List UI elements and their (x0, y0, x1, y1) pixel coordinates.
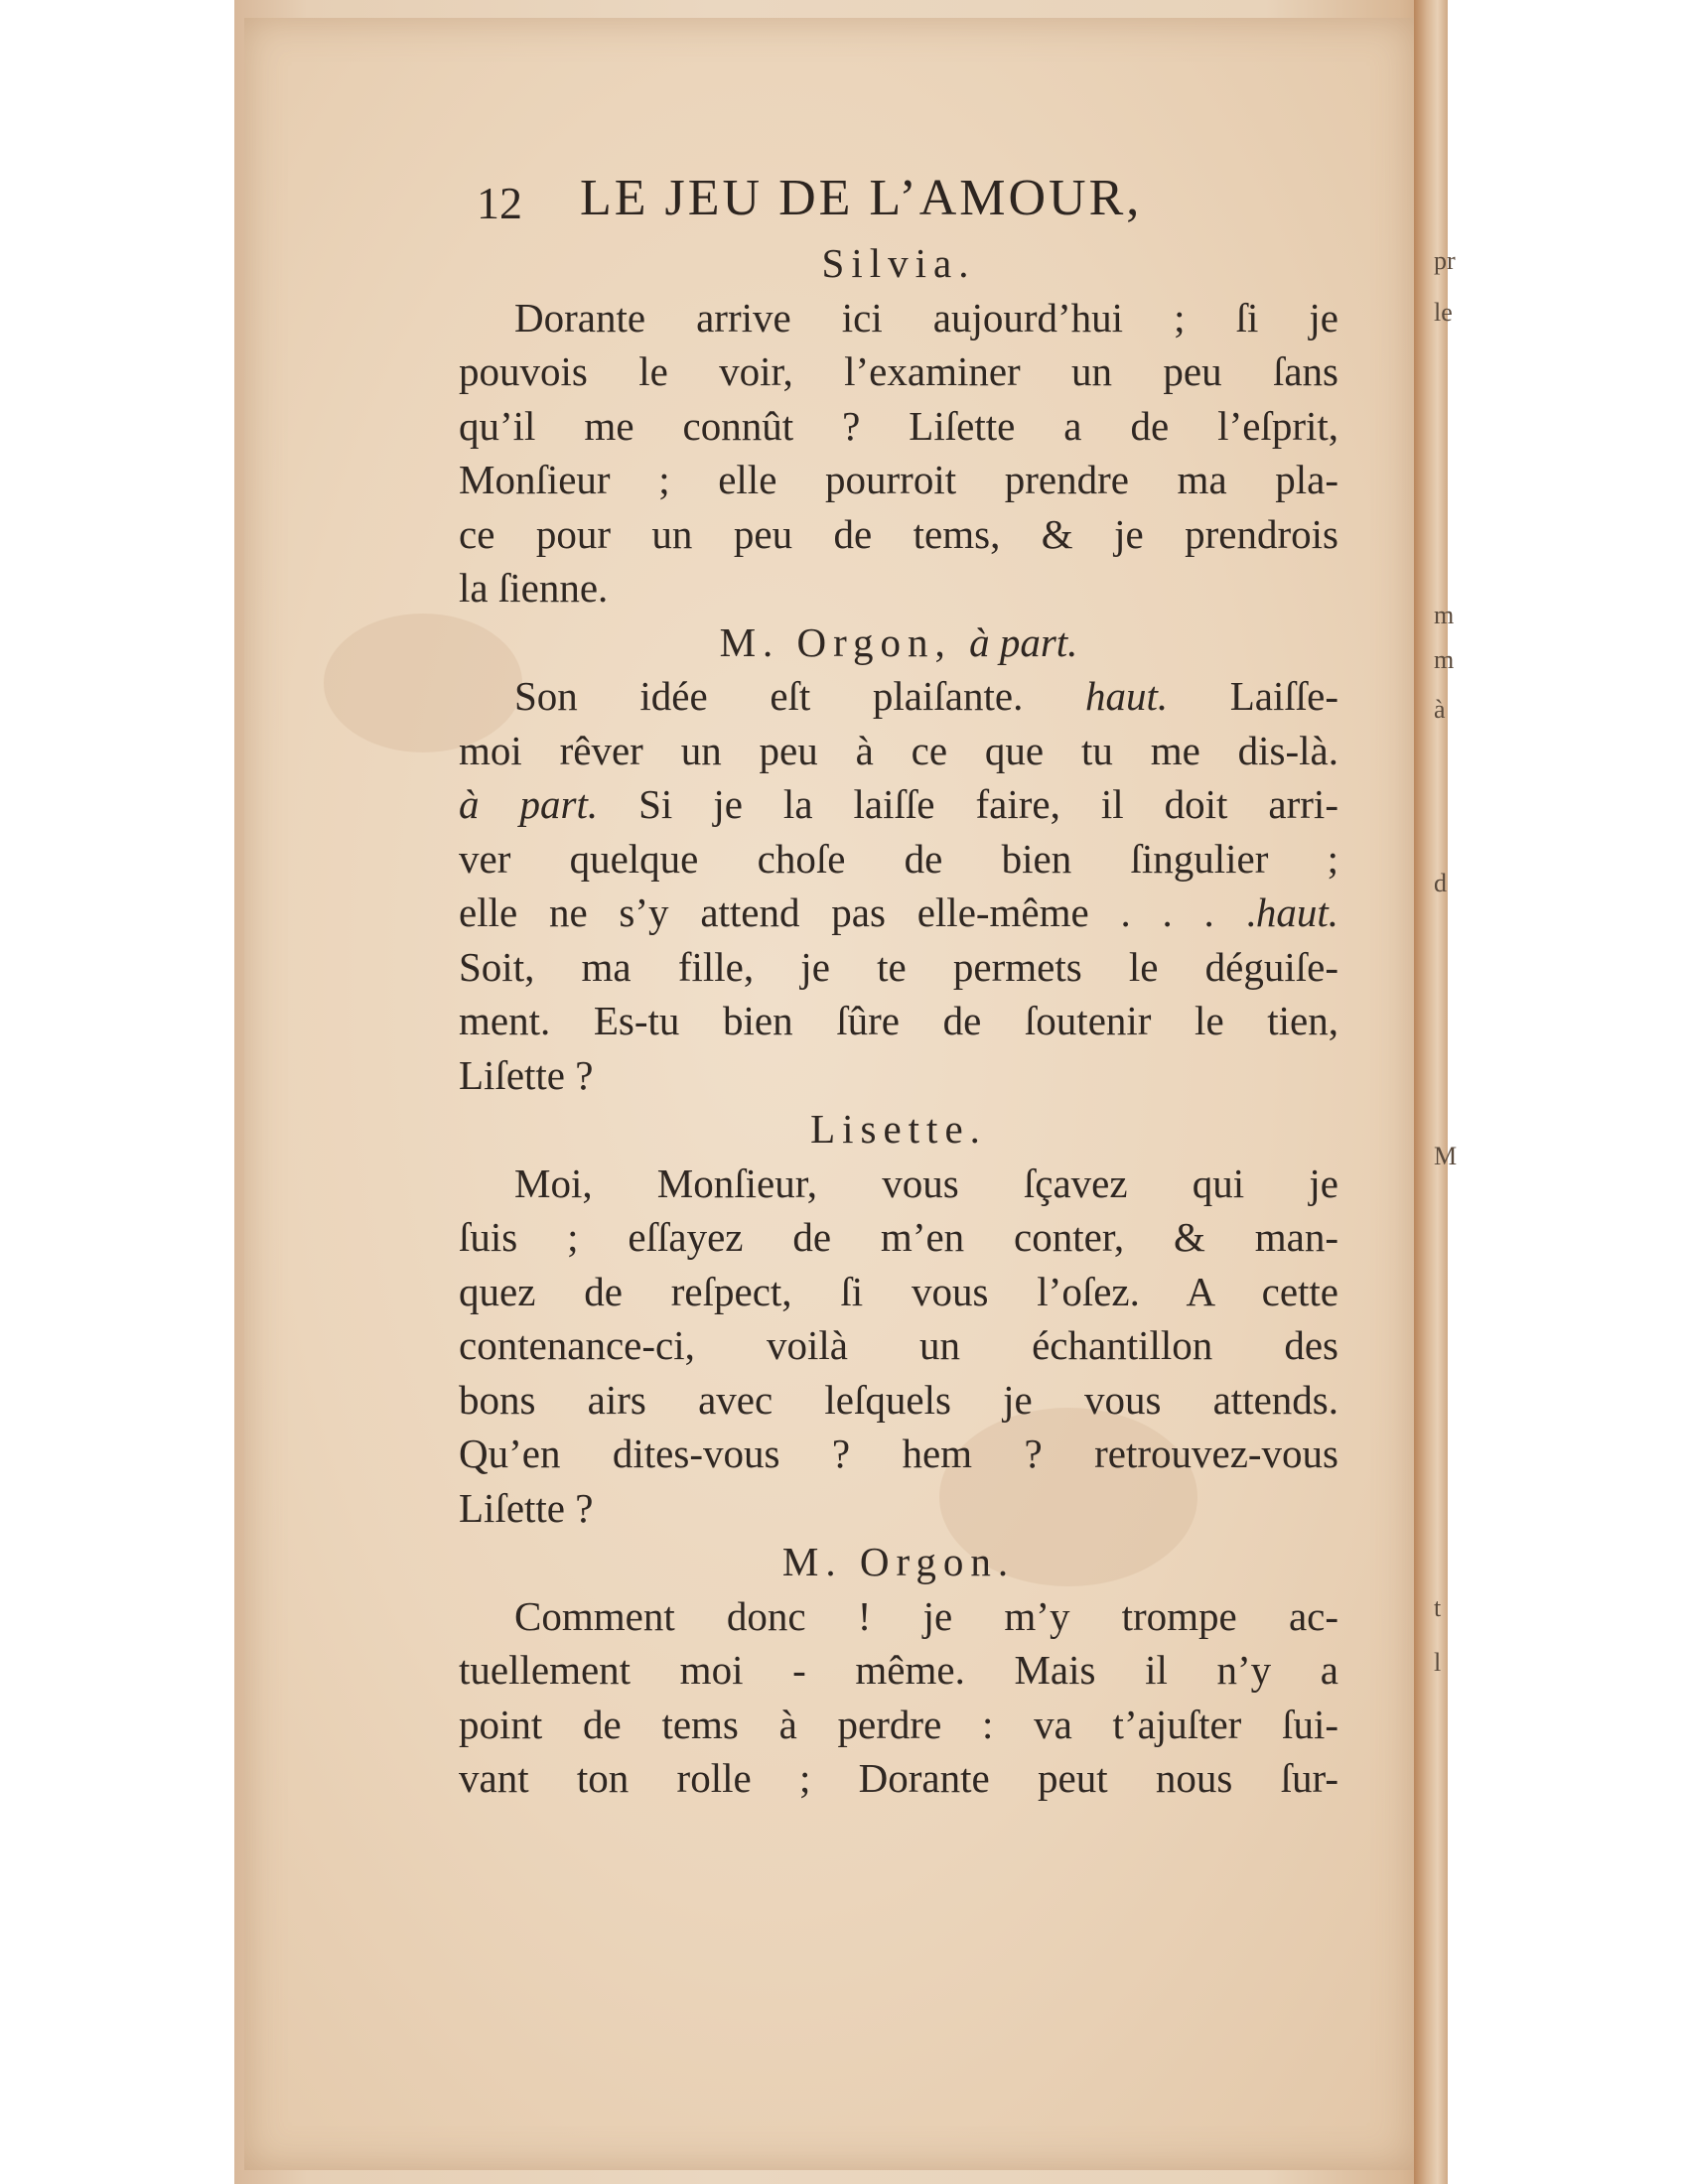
text-line: contenance-ci, voilà un échantillon des (459, 1322, 1338, 1368)
line-segment: Son idée eſt plaiſante. (514, 673, 1085, 719)
line-segment: Si je la laiſſe faire, il doit arri- (598, 781, 1338, 827)
facing-page-fragment: d (1434, 869, 1447, 897)
text-line: Liſette ? (459, 1051, 594, 1098)
text-line: Qu’en dites-vous ? hem ? retrouvez-vous (459, 1431, 1338, 1476)
speaker-name: Lisette. (810, 1106, 987, 1152)
speaker-name: M. Orgon. (781, 1539, 1016, 1584)
speaker-heading (459, 1535, 1338, 1589)
facing-page-fragment: le (1434, 298, 1453, 327)
text-line: vant ton rolle ; Dorante peut nous ſur- (459, 1755, 1338, 1801)
text-line: tuellement moi - même. Mais il n’y a (459, 1647, 1338, 1693)
text-line: point de tems à perdre : va t’ajuſter ſui- (459, 1701, 1338, 1747)
text-line: Monſieur ; elle pourroit prendre ma pla- (459, 457, 1338, 502)
text-line: pouvois le voir, l’examiner un peu ſans (459, 348, 1338, 394)
text-line: ment. Es-tu bien ſûre de ſoutenir le tien, (459, 998, 1338, 1043)
text-line: Comment donc ! je m’y trompe ac- (514, 1592, 1338, 1639)
text-line: Dorante arrive ici aujourd’hui ; ſi je (514, 294, 1338, 341)
facing-page-fragment: m (1434, 601, 1455, 629)
stage-direction: haut. (1255, 889, 1338, 935)
page-header (473, 169, 1287, 238)
text-line: bons airs avec leſquels je vous attends. (459, 1376, 1338, 1423)
facing-page-fragment: m (1434, 645, 1455, 674)
text-line: Soit, ma fille, je te permets le déguiſe- (459, 943, 1338, 990)
text-line: ce pour un peu de tems, & je prendrois (459, 510, 1338, 557)
stage-direction: à part. (459, 781, 599, 827)
speaker-heading (459, 1102, 1338, 1157)
facing-page-fragment: t (1434, 1593, 1442, 1622)
text-line: moi rêver un peu à ce que tu me dis-là. (459, 727, 1338, 773)
text-line: la ſienne. (459, 565, 609, 611)
text-line (459, 777, 1338, 832)
running-title: LE JEU DE L’AMOUR, (580, 170, 1143, 226)
text-line: Liſette ? (459, 1484, 594, 1531)
text-line (459, 669, 1338, 724)
text-line: quez de reſpect, ſi vous l’oſez. A cette (459, 1268, 1338, 1314)
facing-page-fragment: l (1434, 1648, 1442, 1677)
speaker-heading (459, 615, 1338, 670)
play-text (459, 236, 1338, 1806)
facing-page-fragment: pr (1434, 246, 1456, 275)
text-line (459, 886, 1338, 940)
book-gutter (1414, 0, 1448, 2184)
line-segment: Laiſſe- (1168, 673, 1338, 719)
facing-page-fragment: à (1434, 695, 1446, 724)
page-number: 12 (477, 178, 522, 228)
facing-page-fragment: M (1434, 1142, 1458, 1170)
text-line: Moi, Monſieur, vous ſçavez qui je (514, 1160, 1338, 1206)
speaker-name: Silvia. (821, 240, 976, 286)
stage-direction: haut. (1084, 673, 1169, 719)
speaker-heading (459, 236, 1338, 291)
text-line: ſuis ; eſſayez de m’en conter, & man- (459, 1214, 1338, 1260)
text-line: qu’il me connût ? Liſette a de l’eſprit, (459, 402, 1338, 449)
speaker-name: M. Orgon, (719, 618, 952, 665)
line-segment: elle ne s’y attend pas elle-même . . . . (459, 889, 1256, 935)
stage-direction: à part. (969, 618, 1078, 665)
text-line: ver quelque choſe de bien ſingulier ; (459, 835, 1338, 882)
